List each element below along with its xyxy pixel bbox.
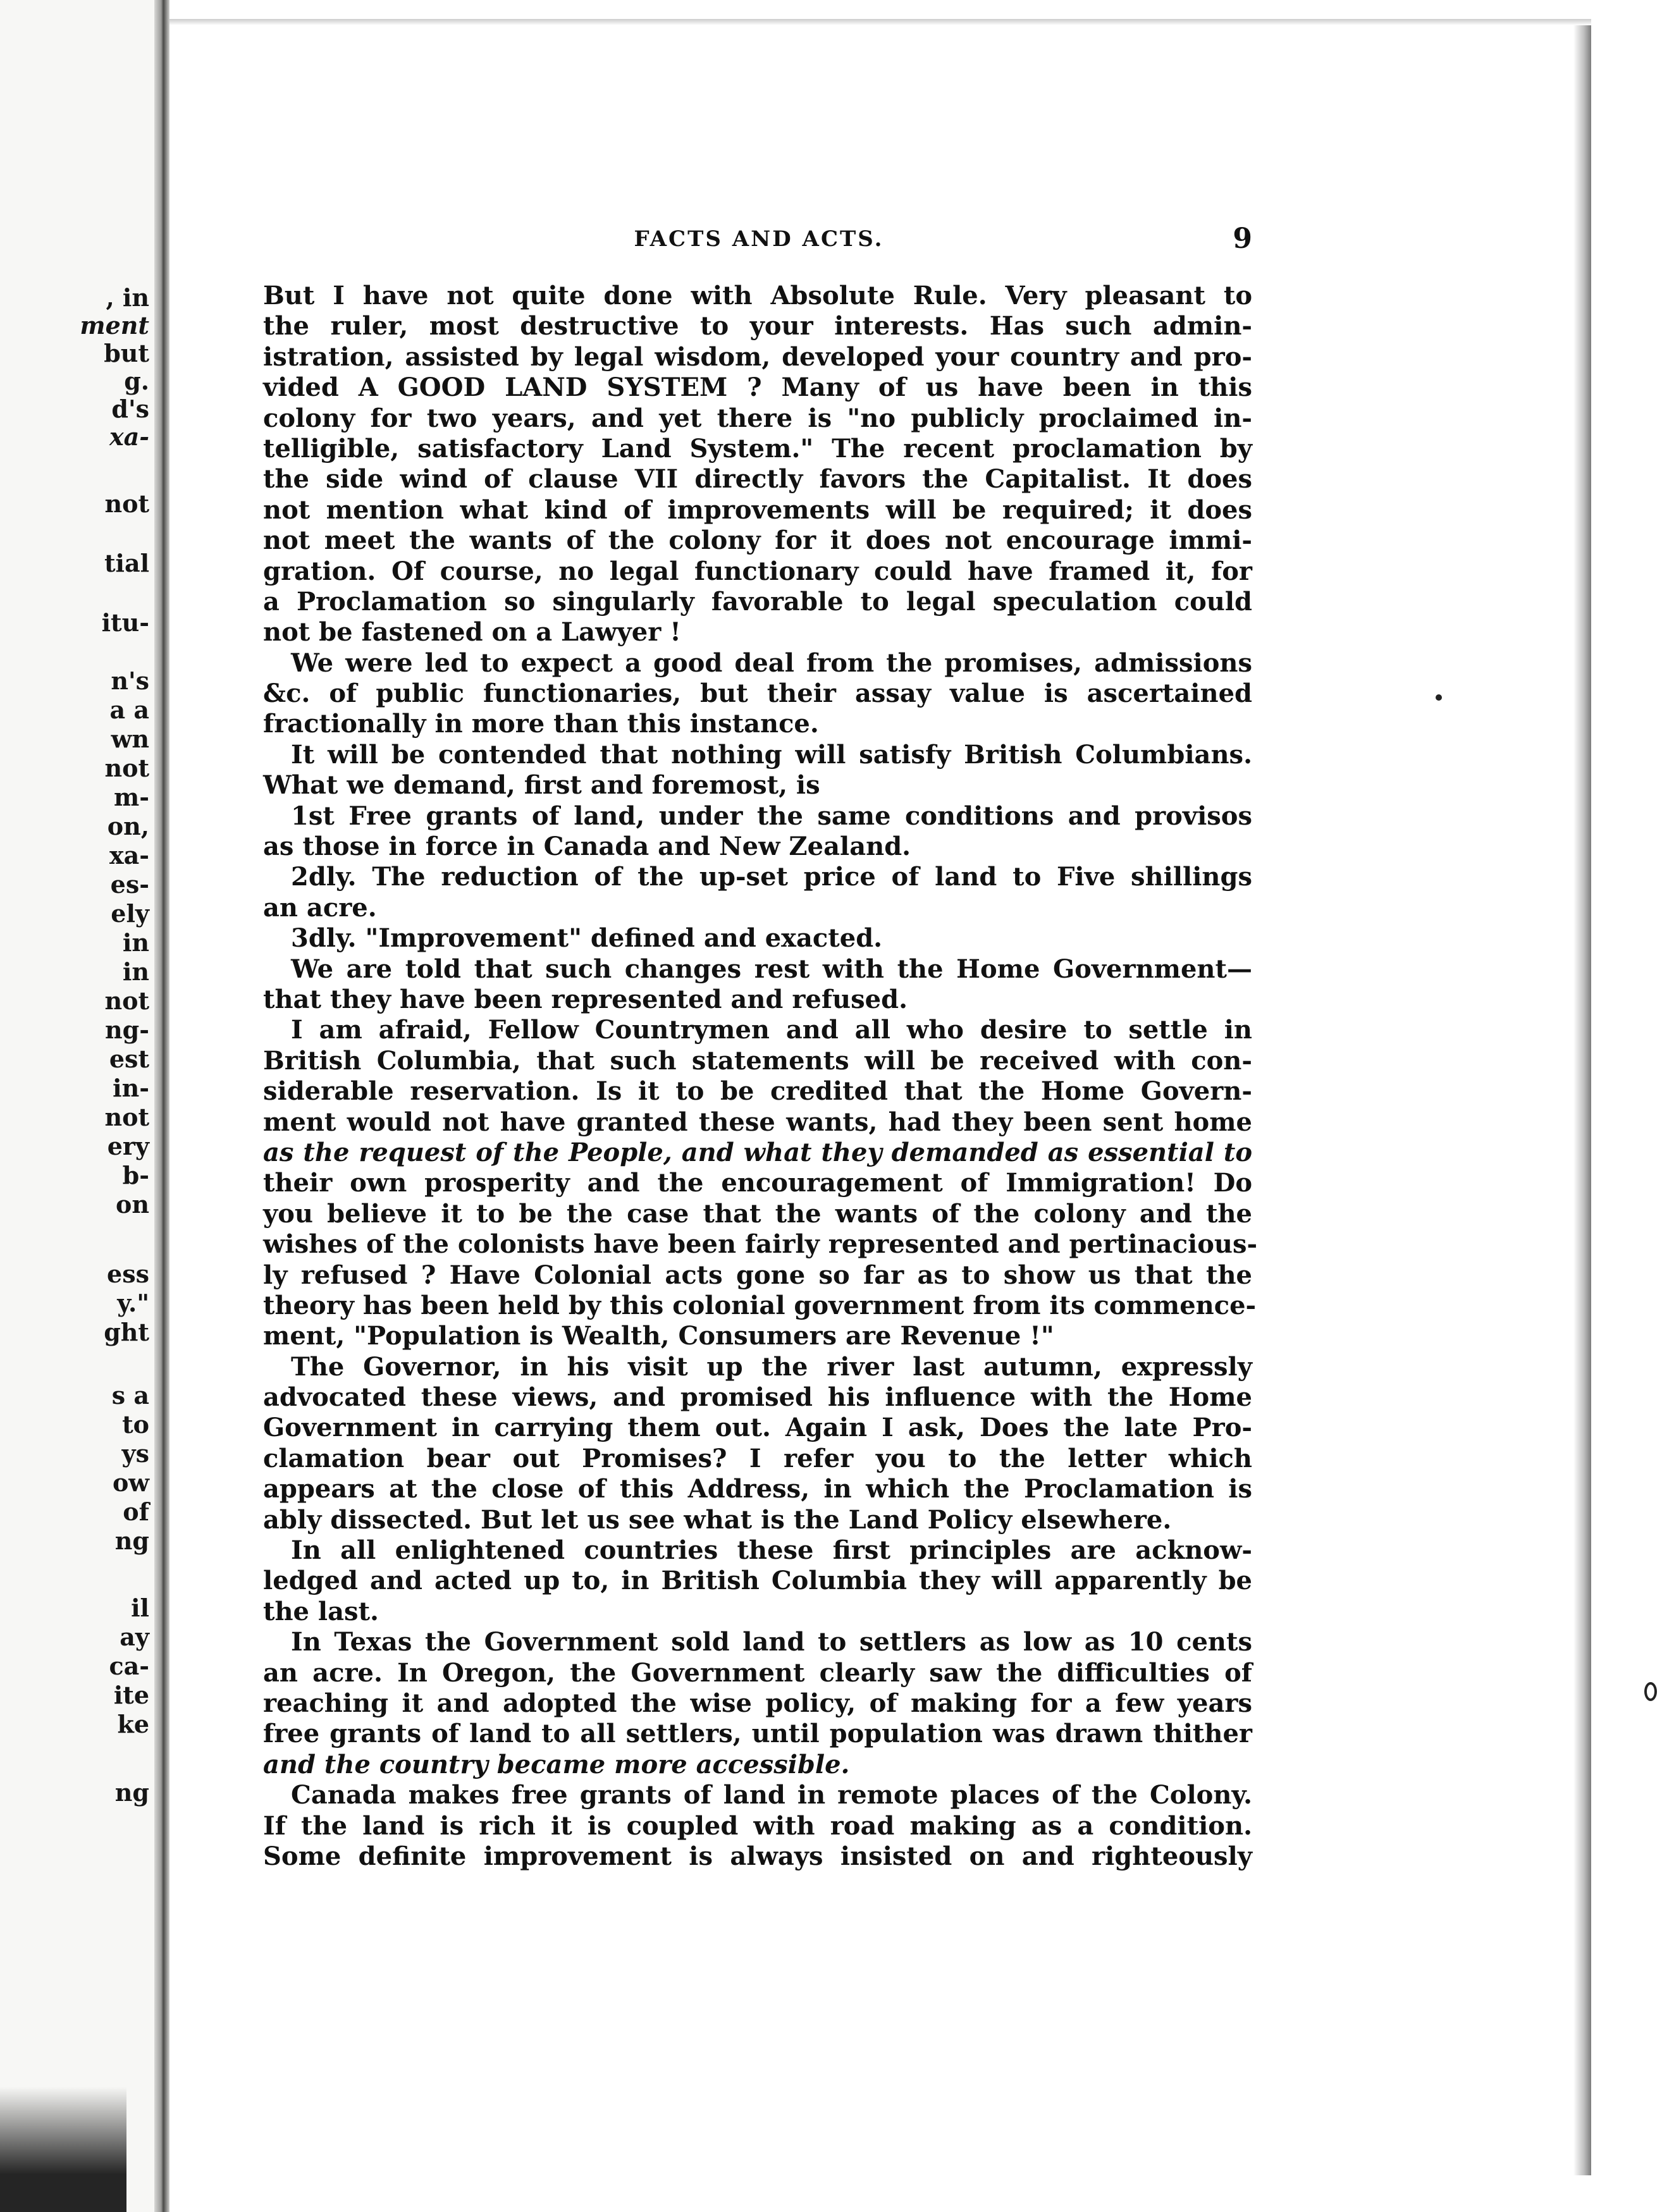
left-page-fragment: a a — [109, 696, 149, 724]
text-line: free grants of land to all settlers, until population was drawn thither — [263, 1719, 1252, 1749]
left-page-fragment: but — [104, 339, 149, 367]
left-page-fragment: d's — [111, 395, 149, 423]
left-page-fragment: ess — [107, 1260, 149, 1288]
left-page-shadow — [0, 2087, 126, 2212]
text-line: as those in force in Canada and New Zealand. — [263, 832, 911, 862]
text-line: If the land is rich it is coupled with road making as a condition. — [263, 1810, 1252, 1841]
text-line: ment, "Population is Wealth, Consumers are Revenue !" — [263, 1321, 1054, 1351]
text-line: and the country became more accessible. — [263, 1749, 850, 1779]
text-line: istration, assisted by legal wisdom, developed your country and pro- — [263, 341, 1252, 372]
ink-speck — [1644, 1682, 1657, 1701]
text-line: that they have been represented and refused. — [263, 984, 908, 1014]
text-line: gration. Of course, no legal functionary could have framed it, for — [263, 556, 1252, 586]
text-line: Some definite improvement is always insisted on and righteously — [263, 1841, 1252, 1871]
text-line: Canada makes free grants of land in remote places of the Colony. — [291, 1780, 1252, 1810]
left-page-fragment: in — [122, 928, 149, 957]
text-line: In all enlightened countries these first principles are acknow- — [291, 1535, 1252, 1566]
text-line: not mention what kind of improvements will be required; it does — [263, 495, 1252, 525]
left-page-fragment: , in — [106, 283, 149, 312]
left-page-fragment: ery — [107, 1132, 149, 1160]
text-line: reaching it and adopted the wise policy, of making for a few years — [263, 1688, 1252, 1718]
text-line: In Texas the Government sold land to settlers as low as 10 cents — [291, 1627, 1252, 1657]
left-page-text-fragments — [0, 0, 152, 2212]
left-page-fragment: to — [122, 1410, 149, 1439]
left-page-fragment: wn — [111, 725, 149, 753]
left-page-fragment: not — [104, 489, 149, 518]
text-line: telligible, satisfactory Land System." The recent proclamation by — [263, 433, 1252, 464]
left-page-fragment: m- — [114, 783, 149, 811]
text-line: colony for two years, and yet there is "no publicly proclaimed in- — [263, 403, 1252, 433]
left-page-fragment: b- — [122, 1161, 149, 1189]
body-text — [263, 281, 1258, 1872]
text-line: What we demand, first and foremost, is — [263, 770, 820, 801]
left-page-fragment: in — [122, 957, 149, 986]
left-page-fragment: not — [104, 986, 149, 1015]
left-page-fragment: on — [116, 1190, 149, 1219]
text-line: the side wind of clause VII directly favors the Capitalist. It does — [263, 464, 1252, 495]
text-line: ly refused ? Have Colonial acts gone so far as to show us that the — [263, 1260, 1252, 1290]
text-line: the ruler, most destructive to your interests. Has such admin- — [263, 311, 1252, 341]
text-line: We were led to expect a good deal from the promises, admissions — [291, 648, 1252, 678]
text-line: the last. — [263, 1596, 379, 1626]
left-page-fragment: not — [104, 754, 149, 782]
left-page-fragment: ow — [112, 1468, 149, 1497]
text-line: an acre. — [263, 892, 377, 923]
text-line: Government in carrying them out. Again I ask, Does the late Pro- — [263, 1413, 1252, 1443]
left-page-fragment: s a — [111, 1381, 149, 1410]
page-top-edge — [169, 19, 1592, 25]
text-line: not meet the wants of the colony for it does not encourage immi- — [263, 525, 1252, 556]
text-line: The Governor, in his visit up the river last autumn, expressly — [291, 1351, 1252, 1382]
left-page-fragment: n's — [111, 667, 149, 695]
left-page-fragment: ca- — [109, 1652, 149, 1680]
left-page-fragment: il — [131, 1594, 149, 1622]
left-page-fragment: xa- — [109, 841, 149, 869]
text-line: &c. of public functionaries, but their assay value is ascertained — [263, 679, 1252, 709]
page-header — [266, 223, 1252, 258]
text-line: not be fastened on a Lawyer ! — [263, 617, 681, 648]
text-line: 1st Free grants of land, under the same conditions and provisos — [291, 801, 1252, 831]
left-page-fragment: est — [109, 1045, 149, 1073]
left-page-fragment: itu- — [101, 608, 149, 637]
text-line: fractionally in more than this instance. — [263, 709, 819, 739]
text-line: 3dly. "Improvement" defined and exacted. — [291, 923, 883, 954]
left-page-fragment: ys — [121, 1439, 149, 1468]
page-number: 9 — [1233, 223, 1252, 255]
left-page-fragment: y." — [117, 1289, 149, 1317]
text-line: you believe it to be the case that the wants of the colony and the — [263, 1198, 1252, 1229]
page-right-edge — [1573, 25, 1591, 2175]
left-page-fragment: ng — [114, 1527, 149, 1555]
text-line: vided A GOOD LAND SYSTEM ? Many of us have been in this — [263, 372, 1252, 403]
left-page-fragment: ght — [104, 1318, 149, 1346]
left-page-fragment: es- — [110, 870, 149, 899]
left-page-fragment: not — [104, 1103, 149, 1131]
text-line: wishes of the colonists have been fairly represented and pertinacious- — [263, 1229, 1258, 1260]
left-page-fragment: on, — [107, 812, 149, 840]
text-line: I am afraid, Fellow Countrymen and all who desire to settle in — [291, 1015, 1252, 1045]
text-line: appears at the close of this Address, in which the Proclamation is — [263, 1474, 1252, 1504]
left-page-fragment: ment — [80, 311, 149, 340]
text-line: an acre. In Oregon, the Government clearly saw the difficulties of — [263, 1657, 1252, 1688]
left-page-fragment: of — [123, 1497, 149, 1526]
scan-margin — [1591, 0, 1662, 2212]
text-line: their own prosperity and the encouragement of Immigration! Do — [263, 1168, 1252, 1198]
text-line: ably dissected. But let us see what is the Land Policy elsewhere. — [263, 1504, 1172, 1535]
left-page-fragment: g. — [124, 367, 149, 395]
text-line: 2dly. The reduction of the up-set price of land to Five shillings — [291, 862, 1252, 892]
left-page-fragment: ng- — [105, 1016, 149, 1044]
text-line: It will be contended that nothing will satisfy British Columbians. — [291, 739, 1252, 770]
text-line: a Proclamation so singularly favorable to legal speculation could — [263, 586, 1252, 617]
left-page-fragment: xa- — [109, 422, 149, 451]
left-page-fragment: tial — [104, 549, 149, 577]
text-line: theory has been held by this colonial government from its commence- — [263, 1290, 1257, 1320]
text-line: as the request of the People, and what they demanded as essential to — [263, 1137, 1252, 1167]
text-line: ledged and acted up to, in British Columbia they will apparently be — [263, 1566, 1252, 1596]
left-page-fragment: ite — [113, 1681, 149, 1709]
book-gutter — [154, 0, 169, 2212]
left-page-fragment: ely — [111, 899, 149, 928]
left-page-fragment: in- — [113, 1074, 149, 1102]
left-page-fragment: ke — [117, 1710, 149, 1738]
text-line: We are told that such changes rest with the Home Government— — [291, 954, 1252, 984]
text-line: British Columbia, that such statements will be received with con- — [263, 1045, 1252, 1076]
text-line: siderable reservation. Is it to be credited that the Home Govern- — [263, 1076, 1252, 1107]
ink-speck — [1436, 694, 1442, 701]
text-line: clamation bear out Promises? I refer you to the letter which — [263, 1443, 1252, 1473]
text-line: But I have not quite done with Absolute Rule. Very pleasant to — [263, 281, 1252, 310]
left-page-fragment: ng — [114, 1778, 149, 1807]
text-line: ment would not have granted these wants, had they been sent home — [263, 1107, 1252, 1137]
text-line: advocated these views, and promised his influence with the Home — [263, 1382, 1252, 1413]
left-page-fragment: ay — [120, 1623, 149, 1651]
running-head: FACTS AND ACTS. — [634, 226, 884, 252]
